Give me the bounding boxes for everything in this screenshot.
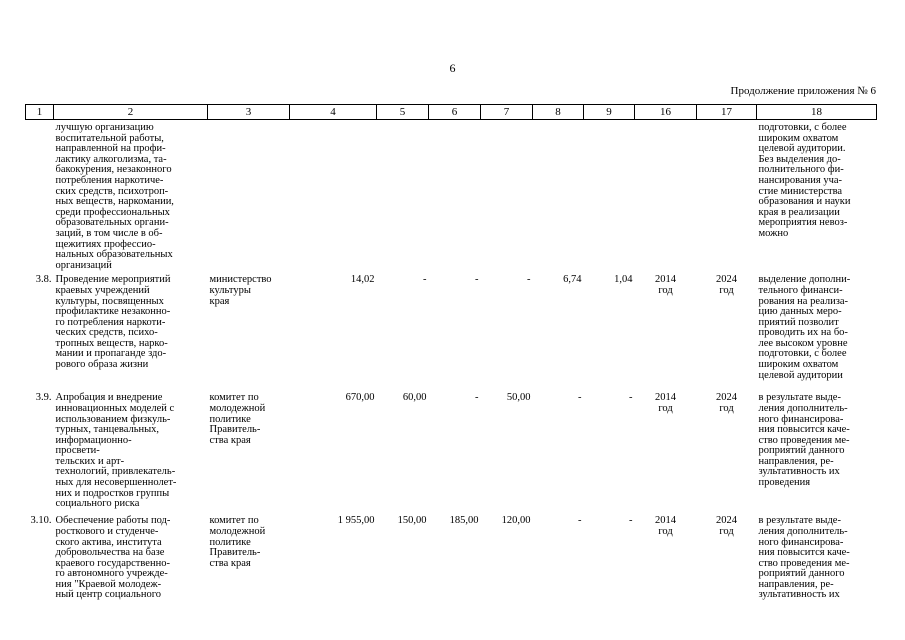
column-header: 3 — [208, 105, 290, 120]
executor: комитет по молодежной политике Правитель- ства края — [209, 515, 266, 569]
header-row — [26, 105, 877, 120]
funding-col9: - — [629, 515, 633, 527]
funding-col7 — [481, 120, 533, 272]
row-index: 3.8. — [35, 274, 52, 286]
row-index: 3.10. — [30, 515, 52, 527]
column-header: 7 — [481, 105, 533, 120]
measure-name: Проведение мероприятий краевых учреждений культуры, посвященных профилактике незаконно- го потребления наркоти- ческих средств, психо- тропных веществ, нарко- мании и пропаганде здо- рового образа жизни — [55, 274, 171, 371]
end-year: 2024 год — [716, 274, 737, 296]
table-row — [26, 512, 877, 611]
expected-result: в результате выде- ления дополнитель- ного финансирова- ния повысится каче- ство проведения ме- роприятий данного направления, ре- зультативность их проведения — [758, 392, 850, 489]
table-row — [26, 120, 877, 272]
end-year — [697, 120, 757, 272]
funding-col6: - — [475, 392, 479, 404]
column-header: 5 — [377, 105, 429, 120]
column-header: 16 — [635, 105, 697, 120]
row-index: 3.9. — [35, 392, 52, 404]
funding-col6 — [429, 120, 481, 272]
measure-name: лучшую организацию воспитательной работы, направленной на профи- лактику алкоголизма, та- бакокурения, незаконного потребления наркотиче- ских средств, психотроп- ных веществ, наркомании, среди профессиональных образовательных органи- заций, в том числе в об- щежитиях профессио- нальных образовательных организаций — [55, 122, 174, 271]
column-header: 2 — [54, 105, 208, 120]
funding-col8: - — [578, 515, 582, 527]
funding-col5: 60,00 — [402, 392, 427, 404]
funding-col8 — [533, 120, 584, 272]
funding-col9 — [584, 120, 635, 272]
funding-total: 670,00 — [345, 392, 375, 404]
column-header: 8 — [533, 105, 584, 120]
funding-col6: - — [475, 274, 479, 286]
table-row — [26, 389, 877, 512]
column-header: 6 — [429, 105, 481, 120]
column-header: 18 — [757, 105, 877, 120]
funding-col9: - — [629, 392, 633, 404]
start-year: 2014 год — [655, 515, 676, 537]
measure-name: Апробация и внедрение инновационных моделей с использованием физкуль- турных, танцевальных, информационно- просвети- тельских и арт- технологий, привлекатель- ных для несовершеннолет- них и подростков группы социального риска — [55, 392, 177, 510]
funding-total: 1 955,00 — [337, 515, 375, 527]
column-header: 1 — [26, 105, 54, 120]
row-index — [26, 120, 54, 272]
funding-col7: 120,00 — [501, 515, 531, 527]
funding-col9: 1,04 — [614, 274, 633, 286]
column-header: 17 — [697, 105, 757, 120]
funding-col5: 150,00 — [397, 515, 427, 527]
funding-col6: 185,00 — [449, 515, 479, 527]
funding-col8: 6,74 — [563, 274, 582, 286]
executor: министерство культуры края — [209, 274, 272, 307]
funding-col5 — [377, 120, 429, 272]
table-row — [26, 271, 877, 389]
expected-result: в результате выде- ления дополнитель- ного финансирова- ния повысится каче- ство проведения ме- роприятий данного направления, ре- зультативность их — [758, 515, 850, 601]
start-year: 2014 год — [655, 274, 676, 296]
end-year: 2024 год — [716, 392, 737, 414]
funding-total — [290, 120, 377, 272]
executor: комитет по молодежной политике Правитель- ства края — [209, 392, 266, 446]
expected-result: подготовки, с более широким охватом целевой аудитории. Без выделения до- полнительного фи- нансирования уча- стие министерства образования и науки края в реализации мероприятия невоз- можно — [758, 122, 851, 239]
funding-col5: - — [423, 274, 427, 286]
executor — [208, 120, 290, 272]
column-header: 4 — [290, 105, 377, 120]
funding-total: 14,02 — [350, 274, 375, 286]
column-header: 9 — [584, 105, 635, 120]
measure-name: Обеспечение работы под- росткового и студенче- ского актива, института добровольчества на базе краевого государственно- го автономного учрежде- ния "Краевой молодеж- ный центр социального — [55, 515, 171, 601]
program-table — [25, 104, 877, 611]
end-year: 2024 год — [716, 515, 737, 537]
funding-col7: 50,00 — [506, 392, 531, 404]
funding-col8: - — [578, 392, 582, 404]
start-year — [635, 120, 697, 272]
start-year: 2014 год — [655, 392, 676, 414]
expected-result: выделение дополни- тельного финанси- рования на реализа- цию данных меро- приятий позволит проводить их на бо- лее высоком уровне подготовки, с более широким охватом целевой аудитории — [758, 274, 851, 381]
continuation-label: Продолжение приложения № 6 — [730, 85, 876, 97]
page-number: 6 — [449, 61, 456, 75]
funding-col7: - — [527, 274, 531, 286]
